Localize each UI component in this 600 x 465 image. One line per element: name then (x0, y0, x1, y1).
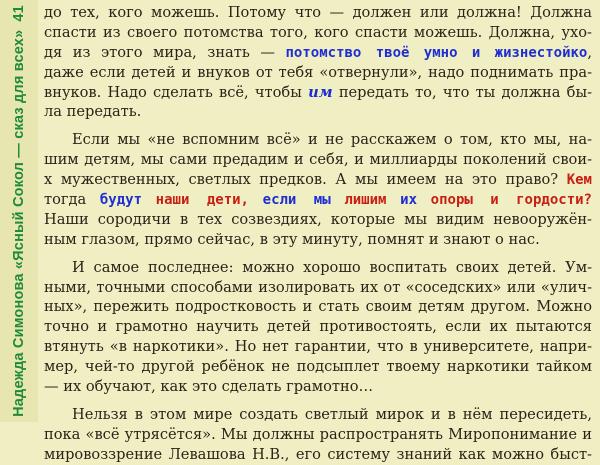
paragraph-1 (44, 3, 592, 122)
highlight-red: Кем (566, 172, 592, 189)
book-title: Надежда Симонова «Ясный Сокол — сказ для всех» (11, 29, 27, 417)
text-line: Нельзя в этом мире создать светлый мирок и в нём пересидеть, (72, 405, 592, 423)
highlight-blue: если мы (262, 192, 331, 209)
text-line: шим детям, мы сами предадим и себя, и миллиарды поколений свои- (44, 151, 592, 169)
text-line: пока «всё утрясётся». Мы должны распространять Миропонимание и (44, 425, 592, 443)
text-line (44, 170, 592, 190)
text-line: мировоззрение Левашова Н.В., его систему знаний как можно быст- (44, 445, 592, 463)
text-line: Если мы «не вспомним всё» и не расскажем о том, кто мы, на- (72, 131, 592, 149)
highlight-red: наши дети, (155, 192, 249, 209)
text-line: Наши сородичи в тех созвездиях, которые мы видим невооружён- (44, 210, 592, 228)
text-line: ным глазом, прямо сейчас, в эту минуту, помнят и знают о нас. (44, 230, 540, 248)
text-line: точно и грамотно научить детей противостоять, если их пытаются (44, 318, 592, 336)
text-span: дя из этого мира, знать — (44, 43, 286, 61)
text-line: ными, точными способами изолировать их от «соседских» или «улич- (44, 278, 592, 296)
highlight-blue: их (400, 192, 417, 209)
highlight-blue: будут (99, 192, 143, 209)
running-header (11, 5, 27, 417)
highlight-blue: потомство твоё умно и жизнестойко (285, 44, 588, 61)
text-span: х мужественных, светлых предков. А мы имеем на это право? (44, 171, 567, 189)
highlight-red: опоры и гордости? (430, 192, 592, 209)
side-margin (0, 0, 38, 422)
highlight-italic: им (308, 83, 333, 101)
page-body (44, 3, 592, 463)
text-span: передать то, что ты должна бы- (332, 83, 592, 101)
highlight-red: лишим (344, 192, 387, 209)
text-span: внуков. Надо сделать всё, чтобы (44, 83, 309, 101)
text-span: , (587, 43, 592, 61)
text-line (44, 83, 592, 103)
text-line: — их обучают, как это сделать грамотно… (44, 378, 374, 396)
page-number: 41 (11, 5, 27, 22)
text-line: втянуть «в наркотики». Но нет гарантии, что в университете, напри- (44, 338, 592, 356)
text-line (44, 43, 592, 63)
text-span: тогда (44, 191, 100, 209)
text-line: ла передать. (44, 103, 142, 121)
text-line: до тех, кого можешь. Потому что — должен или должна! Должна (44, 4, 592, 21)
text-line: И самое последнее: можно хорошо воспитать своих детей. Ум- (72, 258, 592, 276)
paragraph-2 (44, 130, 592, 249)
paragraph-3 (44, 258, 592, 397)
text-line: даже если детей и внуков от тебя «отвернули», надо поднимать пра- (44, 63, 592, 81)
text-line (44, 190, 592, 210)
paragraph-4 (44, 405, 592, 465)
text-line: спасти из своего потомства того, кого спасти можешь. Должна, ухо- (44, 23, 592, 41)
text-line: ных», пережить подростковость и стать своим детям другом. Можно (44, 298, 592, 316)
text-line: мер, чей-то другой ребёнок не подсыплет твоему наркотики тайком (44, 358, 592, 376)
